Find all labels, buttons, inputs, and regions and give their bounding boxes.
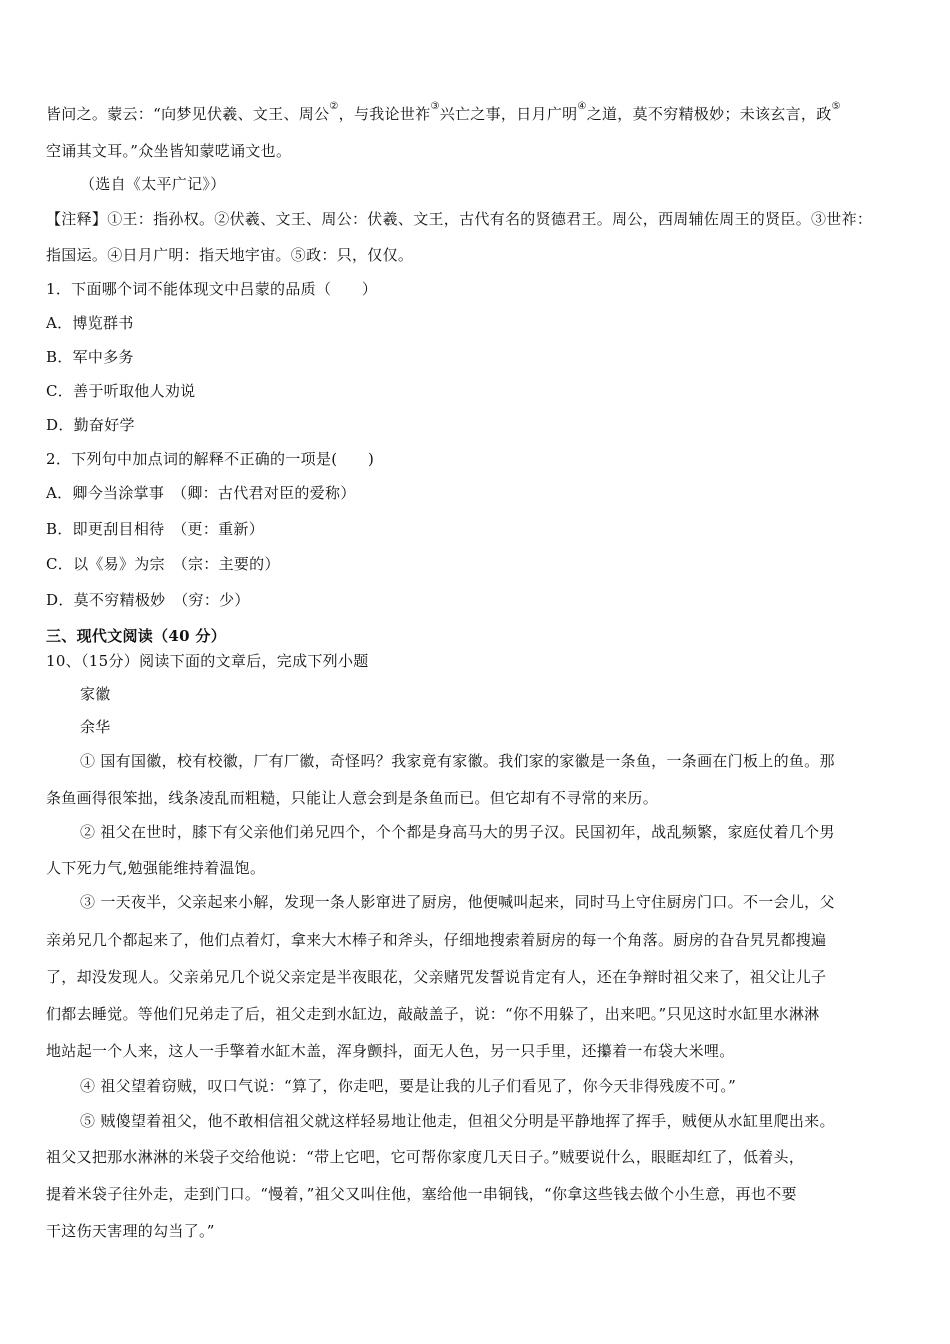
paragraph-1-line-1: ① 国有国徽，校有校徽，厂有厂徽，奇怪吗？我家竟有家徽。我们家的家徽是一条鱼，一条画在门板上的鱼。那 [80, 752, 835, 770]
paragraph-3-line-4: 们都去睡觉。等他们兄弟走了后，祖父走到水缸边，敲敲盖子，说：“你不用躲了，出来吧。”只见这时水缸里水淋淋 [46, 1005, 820, 1023]
paragraph-3-line-2: 亲弟兄几个都起来了，他们点着灯，拿来大木棒子和斧头，仔细地搜索着厨房的每一个角落。厨房的旮旮旯旯都搜遍 [46, 931, 827, 949]
passage-line-1: 皆问之。蒙云：“向梦见伏羲、文王、周公②，与我论世祚③兴亡之事，日月广明④之道，莫不穷精极妙；未该玄言，政⑤ [46, 101, 841, 123]
paragraph-3-line-3: 了，却没发现人。父亲弟兄几个说父亲定是半夜眼花，父亲赌咒发誓说肯定有人，还在争辩时祖父来了，祖父让儿子 [46, 968, 827, 986]
q2-option-d: D．莫不穷精极妙 （穷：少） [46, 591, 250, 609]
footnote-mark-5: ⑤ [831, 101, 841, 112]
footnote-mark-3: ③ [430, 101, 440, 112]
q1-option-c: C．善于听取他人劝说 [46, 382, 196, 400]
footnote-mark-2: ② [329, 101, 339, 112]
footnote-mark-4: ④ [577, 101, 587, 112]
paragraph-5-line-3: 提着米袋子往外走，走到门口。“慢着，”祖父又叫住他，塞给他一串铜钱，“你拿这些钱去做个小生意，再也不要 [46, 1185, 797, 1203]
paragraph-2-line-2: 人下死力气,勉强能维持着温饱。 [46, 859, 266, 877]
question-2: 2．下列句中加点词的解释不正确的一项是( ) [46, 450, 375, 468]
source-citation: （选自《太平广记》） [80, 175, 226, 193]
article-author: 余华 [80, 718, 111, 736]
paragraph-3-line-5: 地站起一个人来，这人一手擎着水缸木盖，浑身颤抖，面无人色，另一只手里，还攥着一布袋大米哩。 [46, 1042, 735, 1060]
q2-option-b: B．即更刮目相待 （更：重新） [46, 520, 265, 538]
q1-option-b: B．军中多务 [46, 348, 134, 366]
q1-option-a: A．博览群书 [46, 314, 134, 332]
paragraph-5-line-2: 祖父又把那水淋淋的米袋子交给他说：“带上它吧，它可帮你家度几天日子。”贼要说什么，眼眶却红了，低着头， [46, 1148, 805, 1166]
paragraph-5-line-4: 干这伤天害理的勾当了。” [46, 1222, 215, 1240]
question-10-intro: 10、（15分）阅读下面的文章后，完成下列小题 [46, 652, 369, 670]
question-1: 1．下面哪个词不能体现文中吕蒙的品质（ ） [46, 280, 378, 298]
q2-option-a: A．卿今当涂掌事 （卿：古代君对臣的爱称） [46, 484, 356, 502]
annotation-line-1: 【注释】①王：指孙权。②伏羲、文王、周公：伏羲、文王，古代有名的贤德君王。周公，西周辅佐周王的贤臣。③世祚： [46, 210, 873, 228]
q1-option-d: D．勤奋好学 [46, 416, 135, 434]
passage-line-2: 空诵其文耳。”众坐皆知蒙呓诵文也。 [46, 142, 292, 160]
paragraph-3-line-1: ③ 一天夜半，父亲起来小解，发现一条人影窜进了厨房，他便喊叫起来，同时马上守住厨房门口。不一会儿，父 [80, 893, 835, 911]
annotation-line-2: 指国运。④日月广明：指天地宇宙。⑤政：只，仅仅。 [46, 246, 414, 264]
paragraph-4-line-1: ④ 祖父望着窃贼，叹口气说：“算了，你走吧，要是让我的儿子们看见了，你今天非得残废不可。” [80, 1077, 737, 1095]
article-title: 家徽 [80, 685, 111, 703]
paragraph-1-line-2: 条鱼画得很笨拙，线条凌乱而粗糙，只能让人意会到是条鱼而已。但它却有不寻常的来历。 [46, 789, 659, 807]
q2-option-c: C．以《易》为宗 （宗：主要的） [46, 555, 280, 573]
section-heading: 三、现代文阅读（40 分） [46, 627, 226, 645]
paragraph-5-line-1: ⑤ 贼傻望着祖父，他不敢相信祖父就这样轻易地让他走，但祖父分明是平静地挥了挥手，贼便从水缸里爬出来。 [80, 1112, 835, 1130]
paragraph-2-line-1: ② 祖父在世时，膝下有父亲他们弟兄四个，个个都是身高马大的男子汉。民国初年，战乱频繁，家庭仗着几个男 [80, 823, 835, 841]
